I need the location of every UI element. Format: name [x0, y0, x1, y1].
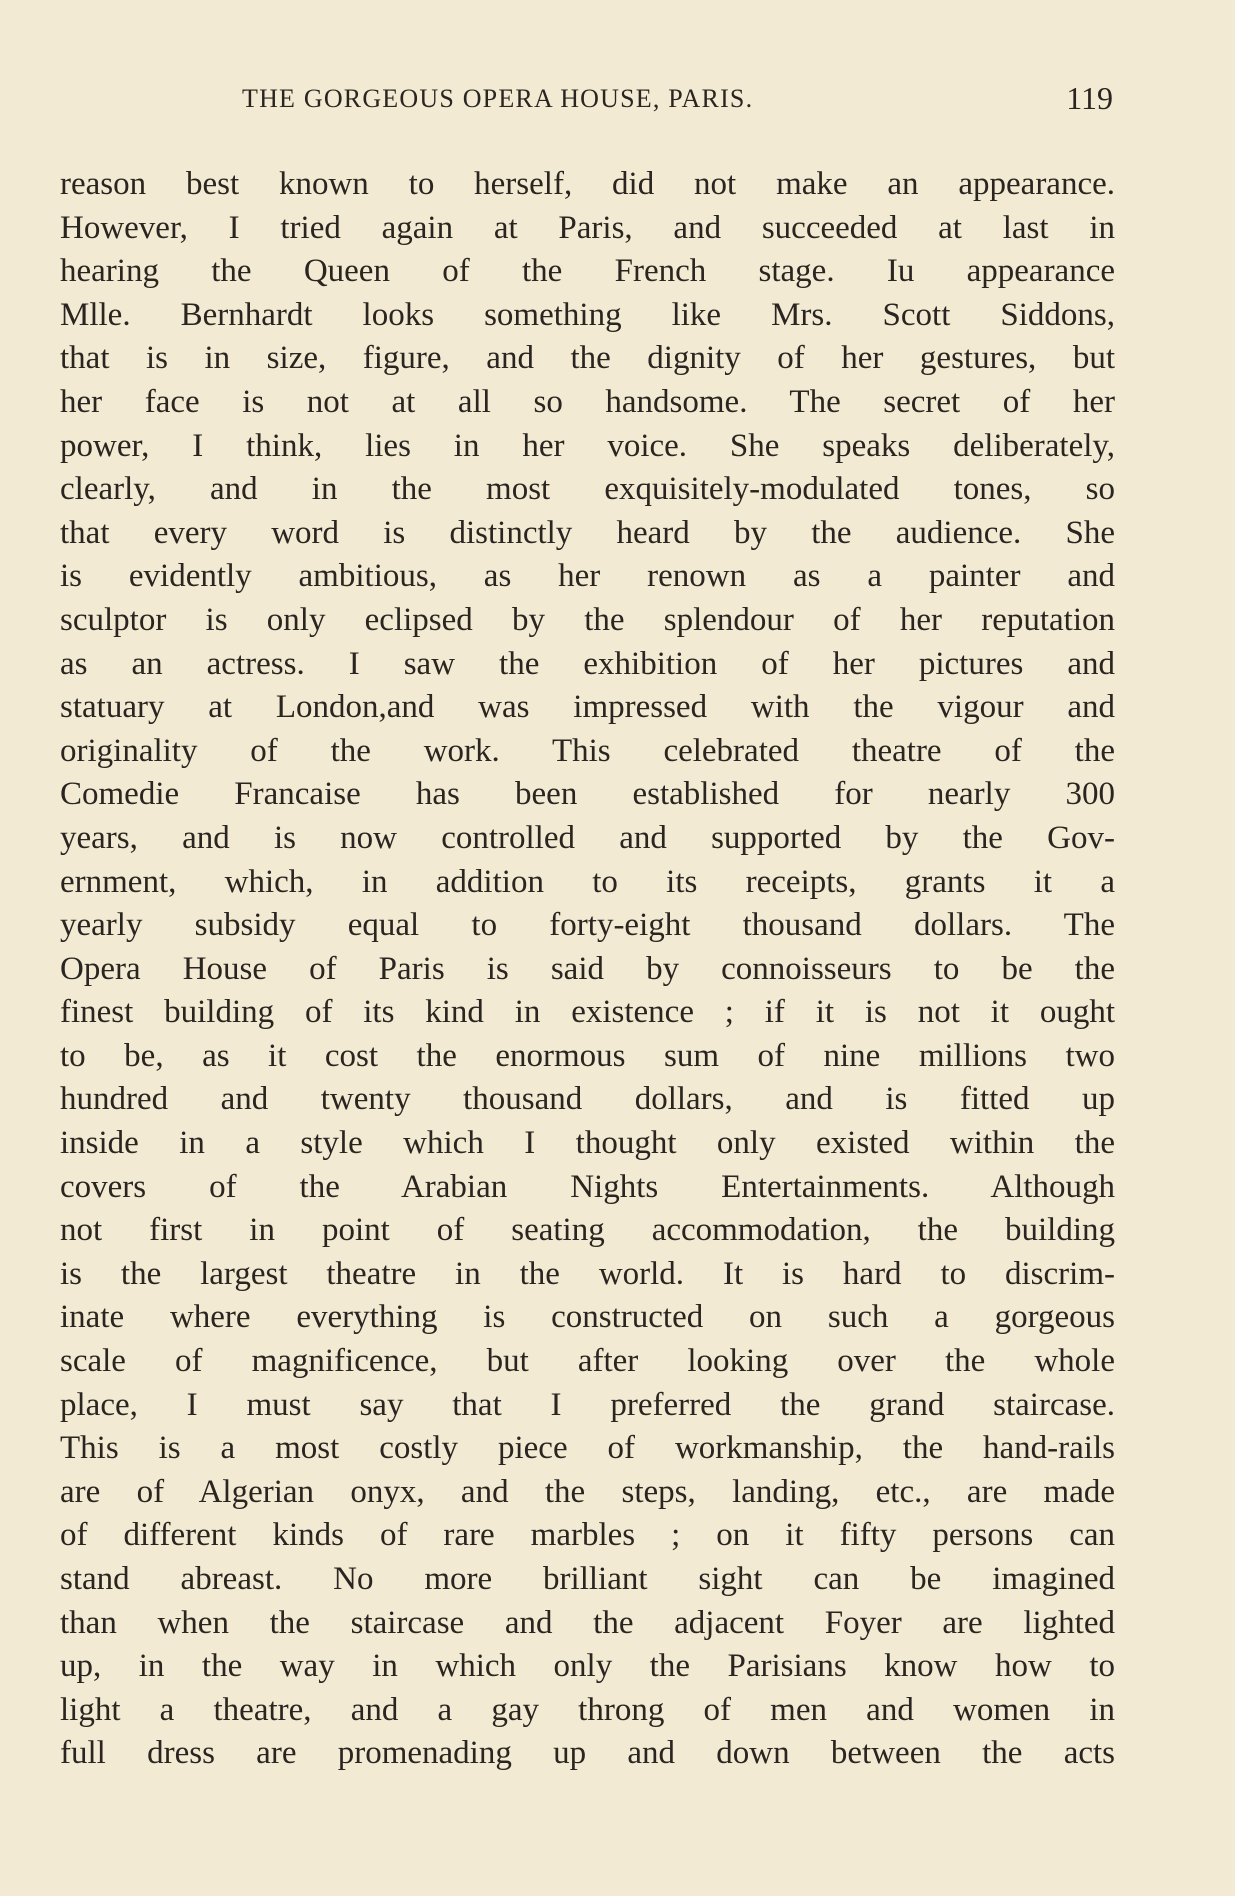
- text-line: power, I think, lies in her voice. She speaks deliberately,: [60, 427, 1115, 464]
- text-line: years, and is now controlled and supported by the Gov-: [60, 819, 1115, 856]
- text-line: sculptor is only eclipsed by the splendour of her reputation: [60, 601, 1115, 638]
- text-line: are of Algerian onyx, and the steps, landing, etc., are made: [60, 1473, 1115, 1510]
- text-line: place, I must say that I preferred the grand staircase.: [60, 1386, 1115, 1423]
- text-line: to be, as it cost the enormous sum of nine millions two: [60, 1037, 1115, 1074]
- text-line: This is a most costly piece of workmanship, the hand-rails: [60, 1430, 1115, 1467]
- text-line: not first in point of seating accommodation, the building: [60, 1212, 1115, 1249]
- text-line: originality of the work. This celebrated theatre of the: [60, 732, 1115, 769]
- text-line: stand abreast. No more brilliant sight can be imagined: [60, 1561, 1115, 1597]
- body-text: [60, 163, 1115, 1776]
- page-number: 119: [1066, 80, 1113, 116]
- text-line: inate where everything is constructed on such a gorgeous: [60, 1299, 1115, 1336]
- text-line: of different kinds of rare marbles ; on it fifty persons can: [60, 1517, 1115, 1554]
- running-title: THE GORGEOUS OPERA HOUSE, PARIS.: [242, 84, 754, 113]
- text-line: statuary at London,and was impressed with the vigour and: [60, 689, 1115, 726]
- text-line: clearly, and in the most exquisitely-modulated tones, so: [60, 471, 1115, 508]
- text-line: Comedie Francaise has been established for nearly 300: [60, 776, 1115, 813]
- text-line: that is in size, figure, and the dignity of her gestures, but: [60, 340, 1115, 377]
- text-line: up, in the way in which only the Parisians know how to: [60, 1648, 1115, 1685]
- text-line: yearly subsidy equal to forty-eight thousand dollars. The: [60, 907, 1115, 944]
- text-line: covers of the Arabian Nights Entertainments. Although: [60, 1168, 1115, 1205]
- text-line: than when the staircase and the adjacent Foyer are lighted: [60, 1604, 1115, 1641]
- text-line: full dress are promenading up and down between the acts: [60, 1735, 1115, 1772]
- text-line: Mlle. Bernhardt looks something like Mrs. Scott Siddons,: [60, 296, 1115, 333]
- text-line: finest building of its kind in existence ; if it is not it ought: [60, 994, 1115, 1031]
- text-line: hearing the Queen of the French stage. Iu appearance: [60, 253, 1115, 290]
- text-line: hundred and twenty thousand dollars, and is fitted up: [60, 1081, 1115, 1118]
- text-line: light a theatre, and a gay throng of men and women in: [60, 1691, 1115, 1728]
- text-line: is evidently ambitious, as her renown as a painter and: [60, 558, 1115, 595]
- text-line: her face is not at all so handsome. The secret of her: [60, 383, 1115, 420]
- text-line: reason best known to herself, did not make an appearance.: [60, 166, 1115, 202]
- text-line: ernment, which, in addition to its receipts, grants it a: [60, 863, 1115, 900]
- text-line: that every word is distinctly heard by the audience. She: [60, 514, 1115, 551]
- text-line: as an actress. I saw the exhibition of her pictures and: [60, 645, 1115, 682]
- text-line: Opera House of Paris is said by connoisseurs to be the: [60, 950, 1115, 987]
- running-header: [60, 80, 1113, 124]
- text-line: scale of magnificence, but after looking over the whole: [60, 1343, 1115, 1380]
- text-line: inside in a style which I thought only existed within the: [60, 1125, 1115, 1162]
- text-line: However, I tried again at Paris, and succeeded at last in: [60, 209, 1115, 246]
- text-line: is the largest theatre in the world. It is hard to discrim-: [60, 1255, 1115, 1292]
